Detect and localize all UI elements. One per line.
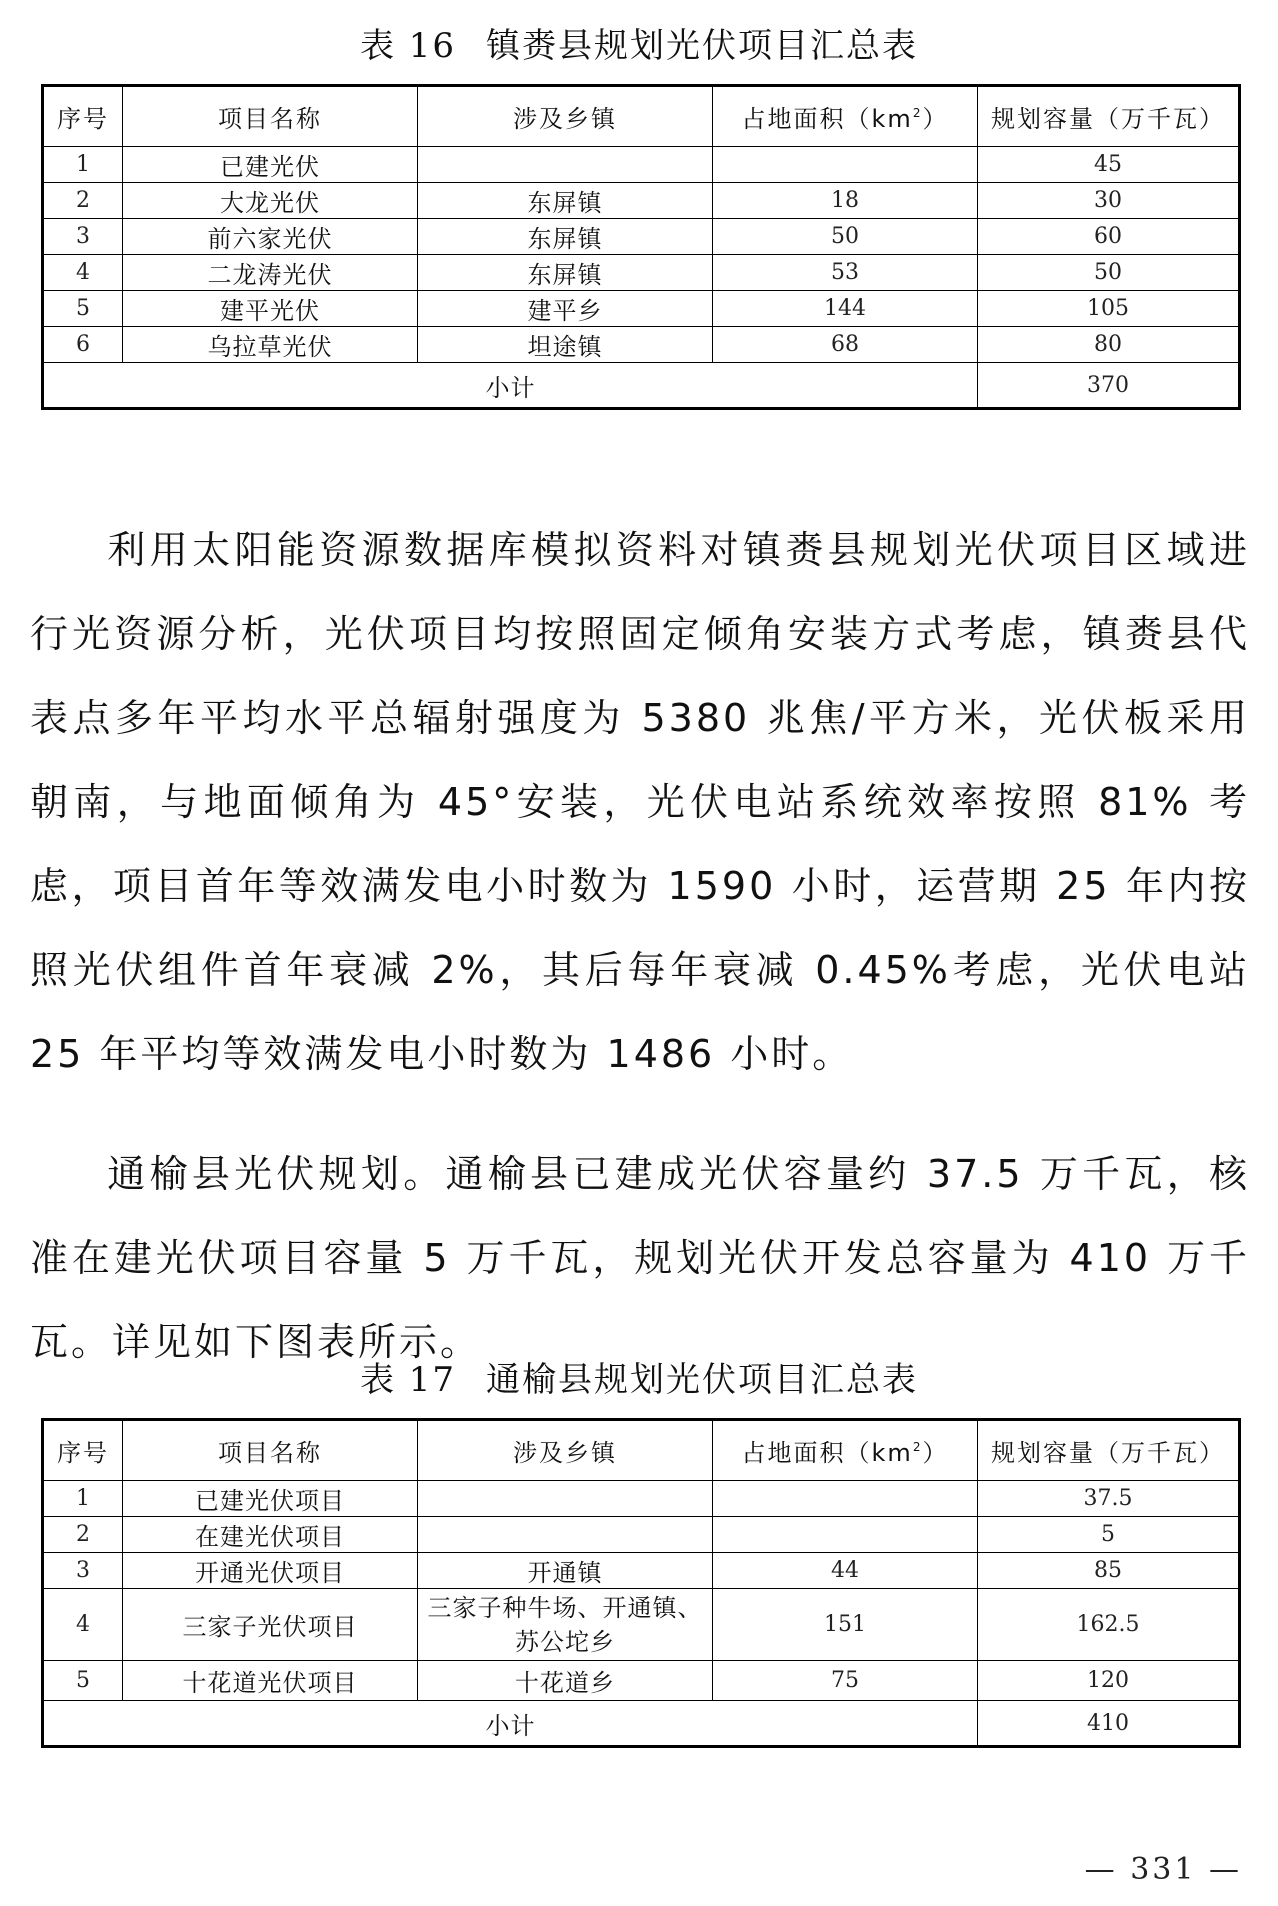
table-cell-capacity: 162.5 [978,1589,1240,1661]
table-cell-capacity: 85 [978,1553,1240,1589]
table17-caption-number: 表 17 [359,1360,457,1400]
table16-header-capacity: 规划容量（万千瓦） [978,86,1240,147]
table-row [43,291,1240,327]
table17-header-town: 涉及乡镇 [418,1420,713,1481]
table17 [41,1418,1241,1748]
table-cell-project: 建平光伏 [123,291,418,327]
table16-caption [0,18,1278,67]
table16-header-town: 涉及乡镇 [418,86,713,147]
table-cell-area: 75 [713,1661,978,1701]
table17-caption [0,1352,1278,1401]
table-cell-capacity: 37.5 [978,1481,1240,1517]
table16-header-area: 占地面积$(km^2)$ [713,86,978,147]
table-cell-index: 4 [43,255,123,291]
table-row [43,1517,1240,1553]
table-cell-capacity: 45 [978,147,1240,183]
table16-header-index: 序号 [43,86,123,147]
table17-subtotal-value: 410 [978,1701,1240,1747]
table-cell-capacity: 60 [978,219,1240,255]
table-row [43,183,1240,219]
table-cell-town [418,147,713,183]
table-cell-town: 东屏镇 [418,183,713,219]
table-cell-town: 十花道乡 [418,1661,713,1701]
table-cell-index: 3 [43,1553,123,1589]
table-cell-area: 144 [713,291,978,327]
table-cell-area: 151 [713,1589,978,1661]
table-cell-area: 18 [713,183,978,219]
table-cell-area [713,1517,978,1553]
table-cell-project: 十花道光伏项目 [123,1661,418,1701]
table-cell-project: 在建光伏项目 [123,1517,418,1553]
table-cell-project: 乌拉草光伏 [123,327,418,363]
table-cell-town [418,1517,713,1553]
table-row [43,255,1240,291]
table-cell-town: 坦途镇 [418,327,713,363]
table-cell-area: 44 [713,1553,978,1589]
table-cell-area: 68 [713,327,978,363]
table-cell-area: 50 [713,219,978,255]
table17-header-index: 序号 [43,1420,123,1481]
table-row [43,219,1240,255]
table-row [43,1661,1240,1701]
table-cell-project: 前六家光伏 [123,219,418,255]
table-cell-area: 53 [713,255,978,291]
table-cell-town: 东屏镇 [418,219,713,255]
table-cell-town: 建平乡 [418,291,713,327]
table-cell-town [418,1481,713,1517]
table17-header-capacity: 规划容量（万千瓦） [978,1420,1240,1481]
table17-header-row [43,1420,1240,1481]
table-cell-index: 5 [43,1661,123,1701]
table-cell-project: 开通光伏项目 [123,1553,418,1589]
table-row [43,1589,1240,1661]
table-row [43,327,1240,363]
table-cell-area [713,1481,978,1517]
table-cell-project: 大龙光伏 [123,183,418,219]
table16-subtotal-label: 小计 [43,363,978,409]
table16 [41,84,1241,410]
table-cell-index: 1 [43,1481,123,1517]
table-cell-capacity: 5 [978,1517,1240,1553]
table-cell-index: 6 [43,327,123,363]
table-cell-index: 4 [43,1589,123,1661]
table-cell-town: 开通镇 [418,1553,713,1589]
table17-subtotal-row [43,1701,1240,1747]
table-cell-capacity: 105 [978,291,1240,327]
table-cell-project: 二龙涛光伏 [123,255,418,291]
table16-header-row [43,86,1240,147]
table-cell-index: 2 [43,1517,123,1553]
page-number: — 331 — [1084,1852,1242,1887]
table-row [43,1553,1240,1589]
table-cell-capacity: 80 [978,327,1240,363]
table-cell-area [713,147,978,183]
body-paragraph-1: 利用太阳能资源数据库模拟资料对镇赉县规划光伏项目区域进行光资源分析，光伏项目均按照固定倾角安装方式考虑，镇赉县代表点多年平均水平总辐射强度为 5380 兆焦/平方米，光伏板采用朝南，与地面倾角为 45°安装，光伏电站系统效率按照 81% 考虑，项目首年等效满发电小时数为 1590 小时，运营期 25 年内按照光伏组件首年衰减 2%，其后每年衰减 0.45%考虑，光伏电站 25 年平均等效满发电小时数为 1486 小时。 [30,528,1250,1076]
table-cell-index: 3 [43,219,123,255]
table-cell-town: 三家子种牛场、开通镇、苏公坨乡 [418,1589,713,1661]
table-cell-index: 1 [43,147,123,183]
table-cell-town: 东屏镇 [418,255,713,291]
table-cell-project: 已建光伏 [123,147,418,183]
table-cell-index: 2 [43,183,123,219]
body-paragraph-2: 通榆县光伏规划。通榆县已建成光伏容量约 37.5 万千瓦，核准在建光伏项目容量 5 万千瓦，规划光伏开发总容量为 410 万千瓦。详见如下图表所示。 [30,1152,1250,1364]
table-cell-project: 三家子光伏项目 [123,1589,418,1661]
table-cell-capacity: 30 [978,183,1240,219]
table-cell-capacity: 120 [978,1661,1240,1701]
table17-header-area: 占地面积$(km^2)$ [713,1420,978,1481]
table-cell-project: 已建光伏项目 [123,1481,418,1517]
table-row [43,147,1240,183]
table-row [43,1481,1240,1517]
table16-subtotal-row [43,363,1240,409]
table16-subtotal-value: 370 [978,363,1240,409]
table16-header-project: 项目名称 [123,86,418,147]
table17-caption-title: 通榆县规划光伏项目汇总表 [486,1360,919,1400]
table17-header-project: 项目名称 [123,1420,418,1481]
table-cell-capacity: 50 [978,255,1240,291]
table-cell-index: 5 [43,291,123,327]
table16-caption-title: 镇赉县规划光伏项目汇总表 [486,26,919,66]
table16-caption-number: 表 16 [359,26,457,66]
table17-subtotal-label: 小计 [43,1701,978,1747]
